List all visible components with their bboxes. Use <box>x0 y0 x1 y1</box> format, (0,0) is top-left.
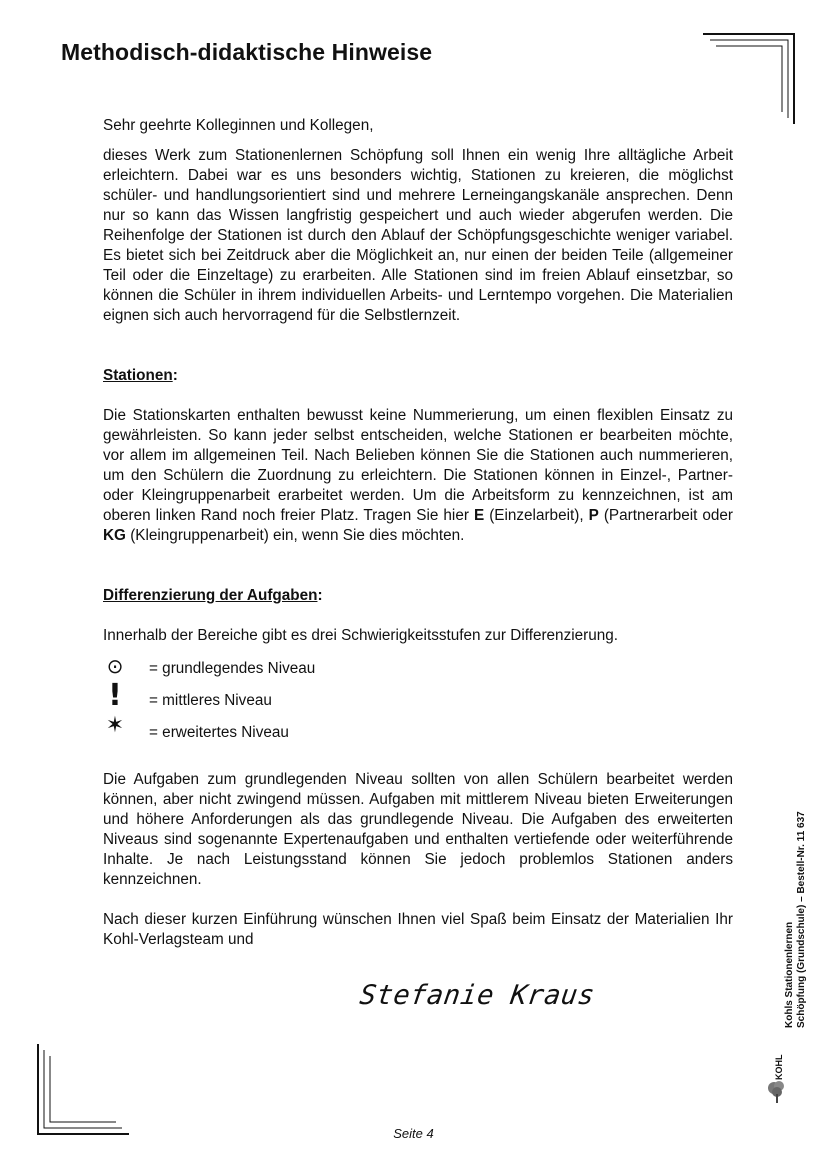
side-series: Kohls Stationenlernen <box>784 921 795 1028</box>
publisher-logo-text: KOHL <box>774 1054 784 1080</box>
circled-dot-icon: ⊙ <box>106 654 124 678</box>
page-number: Seite 4 <box>393 1126 434 1141</box>
salutation: Sehr geehrte Kolleginnen und Kollegen, <box>103 117 374 134</box>
closing-paragraph: Nach dieser kurzen Einführung wünschen Ihnen viel Spaß beim Einsatz der Materialien Ihr Kohl-Verlagsteam und <box>103 911 733 948</box>
code-p: P <box>588 507 599 524</box>
section-heading-stationen: Stationen: <box>103 367 178 384</box>
heading-text: Differenzierung der Aufgaben <box>103 587 318 604</box>
text-span: (Kleingruppenarbeit) ein, wenn Sie dies möchten. <box>125 527 465 544</box>
differenzierung-intro: Innerhalb der Bereiche gibt es drei Schwierigkeitsstufen zur Differenzierung. <box>103 627 618 644</box>
text-span: (Einzelarbeit), <box>484 507 589 524</box>
level-item-basic <box>103 654 733 686</box>
level-label: = grundlegendes Niveau <box>149 660 316 677</box>
level-list <box>103 654 733 750</box>
side-publication-info <box>784 811 808 1028</box>
intro-paragraph: dieses Werk zum Stationenlernen Schöpfung soll Ihnen ein wenig Ihre alltägliche Arbeit erleichtern. Dabei war es uns besonders wichtig, Stationen zu kreieren, die möglichst schüler- und handlungsorientiert sind und mehrere Lerneingangskanäle ansprechen. Denn nur so kann das Wissen langfristig gespeichert und auch wieder abgerufen werden. Die Reihenfolge der Stationen ist durch den Ablauf der Schöpfungsgeschichte weniger variabel. Es bietet sich bei Zeitdruck aber die Möglichkeit an, nur einen der beiden Teile (allgemeiner Teil oder die Einzeltage) zu erarbeiten. Alle Stationen sind im freien Ablauf einsetzbar, so können die Schüler in ihrem individuellen Arbeits- und Lerntempo vorgehen. Die Materialien eignen sich auch hervorragend für die Selbstlernzeit. <box>103 147 733 324</box>
level-item-medium <box>103 678 733 718</box>
text-span: Die Stationskarten enthalten bewusst keine Nummerierung, um einen flexiblen Einsatz zu gewährleisten. So kann jeder selbst entscheiden, welche Stationen er bearbeiten möchte, vor allem im allgemeinen Teil. Nach Belieben können Sie die Stationen auch nummerieren, um den Schülern die Zuordnung zu erleichtern. Die Stationen können in Einzel-, Partner- oder Kleingruppenarbeit erarbeitet werden. Um die Arbeitsform zu kennzeichnen, ist am oberen linken Rand noch freier Platz. Tragen Sie hier <box>103 407 733 524</box>
differenzierung-explanation: Die Aufgaben zum grundlegenden Niveau sollten von allen Schülern bearbeitet werden können, aber nicht zwingend müssen. Aufgaben mit mittlerem Niveau bieten Erweiterungen und höhere Anforderungen als das grundlegende Niveau. Die Aufgaben des erweiterten Niveaus sind sogenannte Expertenaufgaben und enthalten vertiefende oder weiterführende Inhalte. Je nach Leistungsstand können Sie jedoch problemlos Stationen anders kennzeichnen. <box>103 771 733 888</box>
exclamation-icon: ! <box>108 678 122 713</box>
tree-logo-icon <box>766 1078 788 1104</box>
code-e: E <box>473 507 485 524</box>
page-title: Methodisch-didaktische Hinweise <box>61 39 433 65</box>
level-label: = erweitertes Niveau <box>149 724 289 741</box>
level-item-advanced <box>103 713 733 750</box>
star-icon: ✶ <box>105 713 125 738</box>
level-label: = mittleres Niveau <box>149 692 272 709</box>
heading-text: Stationen <box>103 367 173 384</box>
stationen-paragraph <box>103 406 733 546</box>
corner-ornament-bottom-left <box>34 1042 134 1138</box>
code-kg: KG <box>103 527 126 544</box>
section-heading-differenzierung: Differenzierung der Aufgaben: <box>103 587 323 604</box>
corner-ornament-top-right <box>700 30 800 126</box>
text-span: (Partnerarbeit oder <box>598 507 734 524</box>
side-title-order: Schöpfung (Grundschule) – Bestell-Nr. 11 637 <box>796 811 807 1028</box>
signature: Stefanie Kraus <box>357 980 597 1011</box>
document-body <box>103 116 733 950</box>
